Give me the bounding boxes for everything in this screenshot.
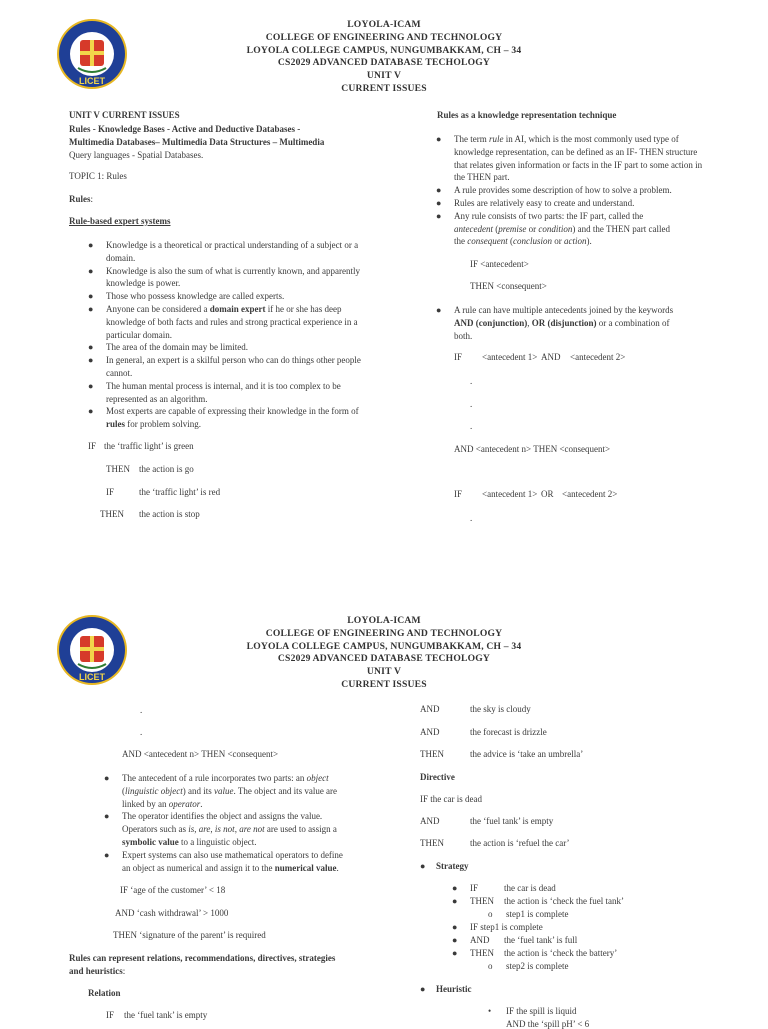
course-title: CS2029 ADVANCED DATABASE TECHOLOGY — [277, 57, 491, 69]
list-item: ● Any rule consists of two parts: the IF part, called the antecedent (premise or condition) and the THEN part called the consequent (conclusion or action). — [436, 210, 670, 247]
antecedents-bullet-list — [436, 304, 704, 342]
list-item: ● The antecedent of a rule incorporates two parts: an object (linguistic object) and its value. The object and its value are linked by an operator. — [104, 773, 338, 809]
unit-title: UNIT V — [366, 70, 402, 82]
campus-address: LOYOLA COLLEGE CAMPUS, NUNGUMBAKKAM, CH – 34 — [246, 44, 522, 56]
page-header — [0, 615, 768, 692]
unit-heading: UNIT V CURRENT ISSUES — [69, 110, 180, 120]
topic-heading: TOPIC 1: Rules — [69, 171, 127, 181]
syllabus-line: Query languages - Spatial Databases. — [69, 150, 204, 160]
rbes-heading: Rule-based expert systems — [69, 216, 171, 226]
college-name: COLLEGE OF ENGINEERING AND TECHNOLOGY — [265, 627, 503, 639]
example-if: IF ‘age of the customer’ < 18 — [120, 885, 226, 895]
example-then: THEN ‘signature of the parent’ is required — [113, 930, 266, 940]
list-item: ● A rule provides some description of how to solve a problem. — [436, 185, 672, 196]
and-final-line: AND <antecedent n> THEN <consequent> — [454, 444, 611, 454]
list-item: ● Those who possess knowledge are called experts. — [88, 291, 285, 302]
topic-title: CURRENT ISSUES — [341, 82, 427, 94]
directive-heading: Directive — [420, 772, 455, 782]
unit-title: UNIT V — [366, 666, 402, 678]
ellipsis-dot: . — [140, 705, 143, 715]
topic-title: CURRENT ISSUES — [341, 678, 427, 690]
antecedent-bullet-list — [104, 772, 372, 874]
course-title: CS2029 ADVANCED DATABASE TECHOLOGY — [277, 653, 491, 665]
svg-text:LICET: LICET — [79, 76, 105, 86]
list-item: ● Rules are relatively easy to create and understand. — [436, 197, 635, 208]
campus-address: LOYOLA COLLEGE CAMPUS, NUNGUMBAKKAM, CH – 34 — [246, 640, 522, 652]
ellipsis-dot: . — [470, 376, 473, 386]
relation-heading: Relation — [88, 988, 121, 998]
list-item: ● The term rule in AI, which is the most commonly used type of knowledge representation, can be defined as an IF- THEN structure that relates given information or facts in the IF part to some action in the THEN part. — [436, 134, 703, 183]
list-item: ● A rule can have multiple antecedents joined by the keywords AND (conjunction), OR (disjunction) or a combination of both. — [436, 305, 674, 341]
syllabus-line: Multimedia Databases– Multimedia Data Structures – Multimedia — [69, 137, 325, 147]
list-item: ● Anyone can be considered a domain expert if he or she has deep knowledge of both facts and rules and strong practical experience in a particular domain. — [88, 303, 358, 340]
example-and: AND ‘cash withdrawal’ > 1000 — [115, 908, 229, 918]
ellipsis-dot: . — [140, 727, 143, 737]
ellipsis-dot: . — [470, 421, 473, 431]
list-item: ● The area of the domain may be limited. — [88, 342, 248, 353]
list-item: ● The operator identifies the object and assigns the value. Operators such as is, are, is not, are not are used to assign a symbolic value to a linguistic object. — [104, 811, 337, 847]
list-item: ● In general, an expert is a skilful person who can do things other people cannot. — [88, 355, 361, 378]
svg-text:LICET: LICET — [79, 672, 105, 682]
ellipsis-dot: . — [470, 399, 473, 409]
page-header — [0, 19, 768, 96]
institution-name: LOYOLA-ICAM — [347, 615, 421, 626]
ellipsis-dot: . — [470, 513, 473, 523]
rules-represent-heading: and heuristics: — [69, 966, 126, 976]
krt-bullet-list — [436, 133, 704, 248]
rules-label: Rules: — [69, 194, 94, 204]
list-item: ● Knowledge is also the sum of what is currently known, and apparently knowledge is power. — [88, 265, 360, 289]
then-consequent: THEN <consequent> — [470, 281, 547, 291]
syllabus-line: Rules - Knowledge Bases - Active and Deductive Databases - — [69, 124, 301, 134]
rbes-bullet-list — [88, 239, 372, 431]
krt-heading: Rules as a knowledge representation technique — [437, 110, 617, 120]
list-item: ● Expert systems can also use mathematical operators to define an object as numerical and assign it to the numerical value. — [104, 849, 343, 873]
list-item: ● The human mental process is internal, and it is too complex to be represented as an algorithm. — [88, 380, 341, 404]
list-item: ● Knowledge is a theoretical or practical understanding of a subject or a domain. — [88, 240, 359, 263]
rules-represent-heading: Rules can represent relations, recommendations, directives, strategies — [69, 953, 336, 963]
if-antecedent: IF <antecedent> — [470, 259, 529, 269]
directive-if: IF the car is dead — [420, 794, 482, 804]
college-name: COLLEGE OF ENGINEERING AND TECHNOLOGY — [265, 31, 503, 43]
list-item: ● Most experts are capable of expressing their knowledge in the form of rules for problem solving. — [88, 406, 359, 430]
institution-name: LOYOLA-ICAM — [347, 19, 421, 30]
and-final-line: AND <antecedent n> THEN <consequent> — [122, 749, 279, 759]
